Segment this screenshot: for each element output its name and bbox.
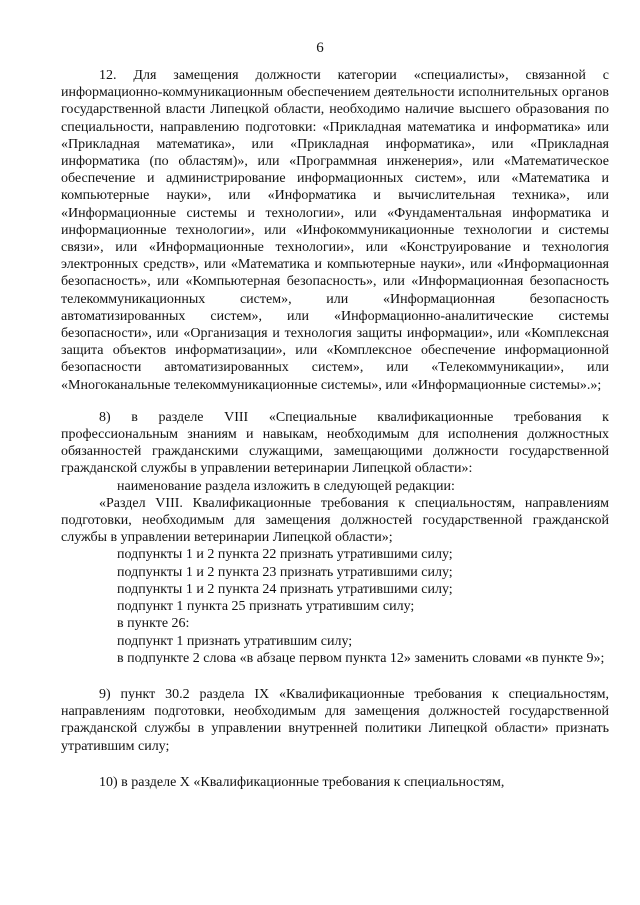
paragraph-8-section-name: наименование раздела изложить в следующей редакции:	[117, 478, 455, 494]
list-item: подпункты 1 и 2 пункта 24 признать утратившими силу;	[117, 581, 453, 597]
page-number: 6	[316, 40, 324, 56]
paragraph-9: 9) пункт 30.2 раздела IX «Квалификационные требования к специальностям, направлениям подготовки, необходимым для замещения должностей государственной гражданской службы в управлении внутренней политики Липецкой области» признать утратившим силу;	[61, 686, 609, 754]
list-item: подпункт 1 пункта 25 признать утратившим силу;	[117, 599, 415, 615]
list-item: в пункте 26:	[117, 616, 190, 632]
paragraph-8: 8) в разделе VIII «Специальные квалификационные требования к профессиональным знаниям и навыкам, необходимым для исполнения должностных обязанностей гражданскими служащими, замещающими должности государственной гражданской службы в управлении ветеринарии Липецкой области»:	[61, 409, 609, 477]
paragraph-8-last: в подпункте 2 слова «в абзаце первом пункта 12» заменить словами «в пункте 9»;	[117, 650, 605, 666]
list-item: подпункт 1 признать утратившим силу;	[117, 633, 353, 649]
paragraph-10: 10) в разделе X «Квалификационные требования к специальностям,	[99, 774, 505, 790]
paragraph-8-section-title: «Раздел VIII. Квалификационные требования к специальностям, направлениям подготовки, необходимым для замещения должностей государственной гражданской службы в управлении ветеринарии Липецкой области»;	[61, 495, 609, 546]
list-item: подпункты 1 и 2 пункта 22 признать утратившими силу;	[117, 547, 453, 563]
paragraph-12: 12. Для замещения должности категории «специалисты», связанной с информационно-коммуникационным обеспечением деятельности исполнительных органов государственной власти Липецкой области, необходимо наличие высшего образования по специальности, направлению подготовки: «Прикладная математика и информатика» или «Прикладная математика», или «Прикладная информатика», или «Прикладная информатика (по областям)», или «Программная инженерия», или «Математическое обеспечение и администрирование информационных систем», или «Математика и компьютерные науки», или «Информатика и вычислительная техника», или «Информационные системы и технологии», или «Фундаментальная информатика и информационные технологии», или «Инфокоммуникационные технологии и системы связи», или «Информационные технологии», или «Конструирование и технология электронных средств», или «Математика и компьютерные науки», или «Информационная безопасность», или «Компьютерная безопасность», или «Информационная безопасность телекоммуникационных систем», или «Информационная безопасность автоматизированных систем», или «Информационно-аналитические системы безопасности», или «Организация и технология защиты информации», или «Комплексная защита объектов информатизации», или «Комплексное обеспечение информационной безопасности автоматизированных систем», или «Телекоммуникации», или «Многоканальные телекоммуникационные системы», или «Информационные системы».»;	[61, 68, 609, 393]
document-body	[61, 67, 609, 791]
list-item: подпункты 1 и 2 пункта 23 признать утратившими силу;	[117, 564, 453, 580]
